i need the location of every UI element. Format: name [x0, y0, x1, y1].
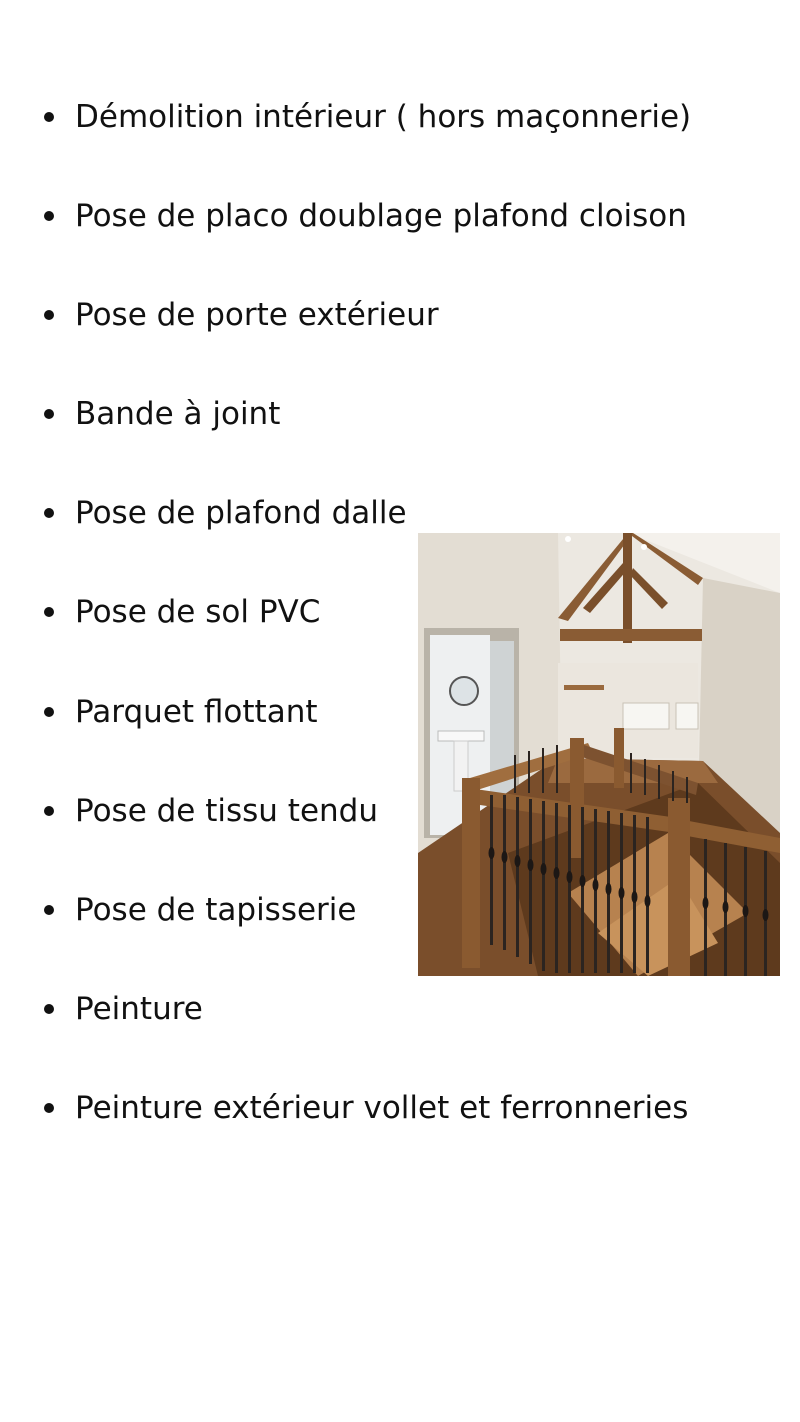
bullet-icon: [44, 112, 54, 122]
service-item-plafond-dalle: [44, 491, 407, 535]
staircase-photo-illustration: [418, 533, 780, 976]
service-item-label: Pose de porte extérieur: [75, 297, 439, 333]
bullet-icon: [44, 707, 54, 717]
service-item-peinture: [44, 987, 203, 1031]
service-item-label: Peinture: [75, 991, 203, 1027]
bullet-icon: [44, 211, 54, 221]
service-item-sol-pvc: [44, 590, 320, 634]
bullet-icon: [44, 905, 54, 915]
service-item-label: Pose de plafond dalle: [75, 495, 407, 531]
bullet-icon: [44, 310, 54, 320]
service-item-porte: [44, 293, 439, 337]
bullet-icon: [44, 508, 54, 518]
service-item-label: Pose de sol PVC: [75, 594, 321, 630]
service-item-bande-joint: [44, 392, 280, 436]
service-item-demolition: [44, 95, 691, 139]
service-item-label: Pose de tissu tendu: [75, 793, 379, 829]
service-item-label: Pose de placo doublage plafond cloison: [75, 198, 687, 234]
service-item-label: Peinture extérieur vollet et ferronneries: [75, 1090, 689, 1126]
service-item-label: Démolition intérieur ( hors maçonnerie): [75, 99, 692, 135]
bullet-icon: [44, 607, 54, 617]
service-item-tissu-tendu: [44, 789, 378, 833]
service-item-label: Pose de tapisserie: [75, 892, 357, 928]
service-item-placo: [44, 194, 687, 238]
service-item-peinture-exterieur: [44, 1086, 688, 1130]
bullet-icon: [44, 409, 54, 419]
bullet-icon: [44, 806, 54, 816]
service-item-label: Parquet flottant: [75, 694, 318, 730]
staircase-photo: [418, 533, 780, 976]
service-item-label: Bande à joint: [75, 396, 281, 432]
service-item-tapisserie: [44, 888, 356, 932]
bullet-icon: [44, 1004, 54, 1014]
service-item-parquet: [44, 690, 318, 734]
bullet-icon: [44, 1103, 54, 1113]
